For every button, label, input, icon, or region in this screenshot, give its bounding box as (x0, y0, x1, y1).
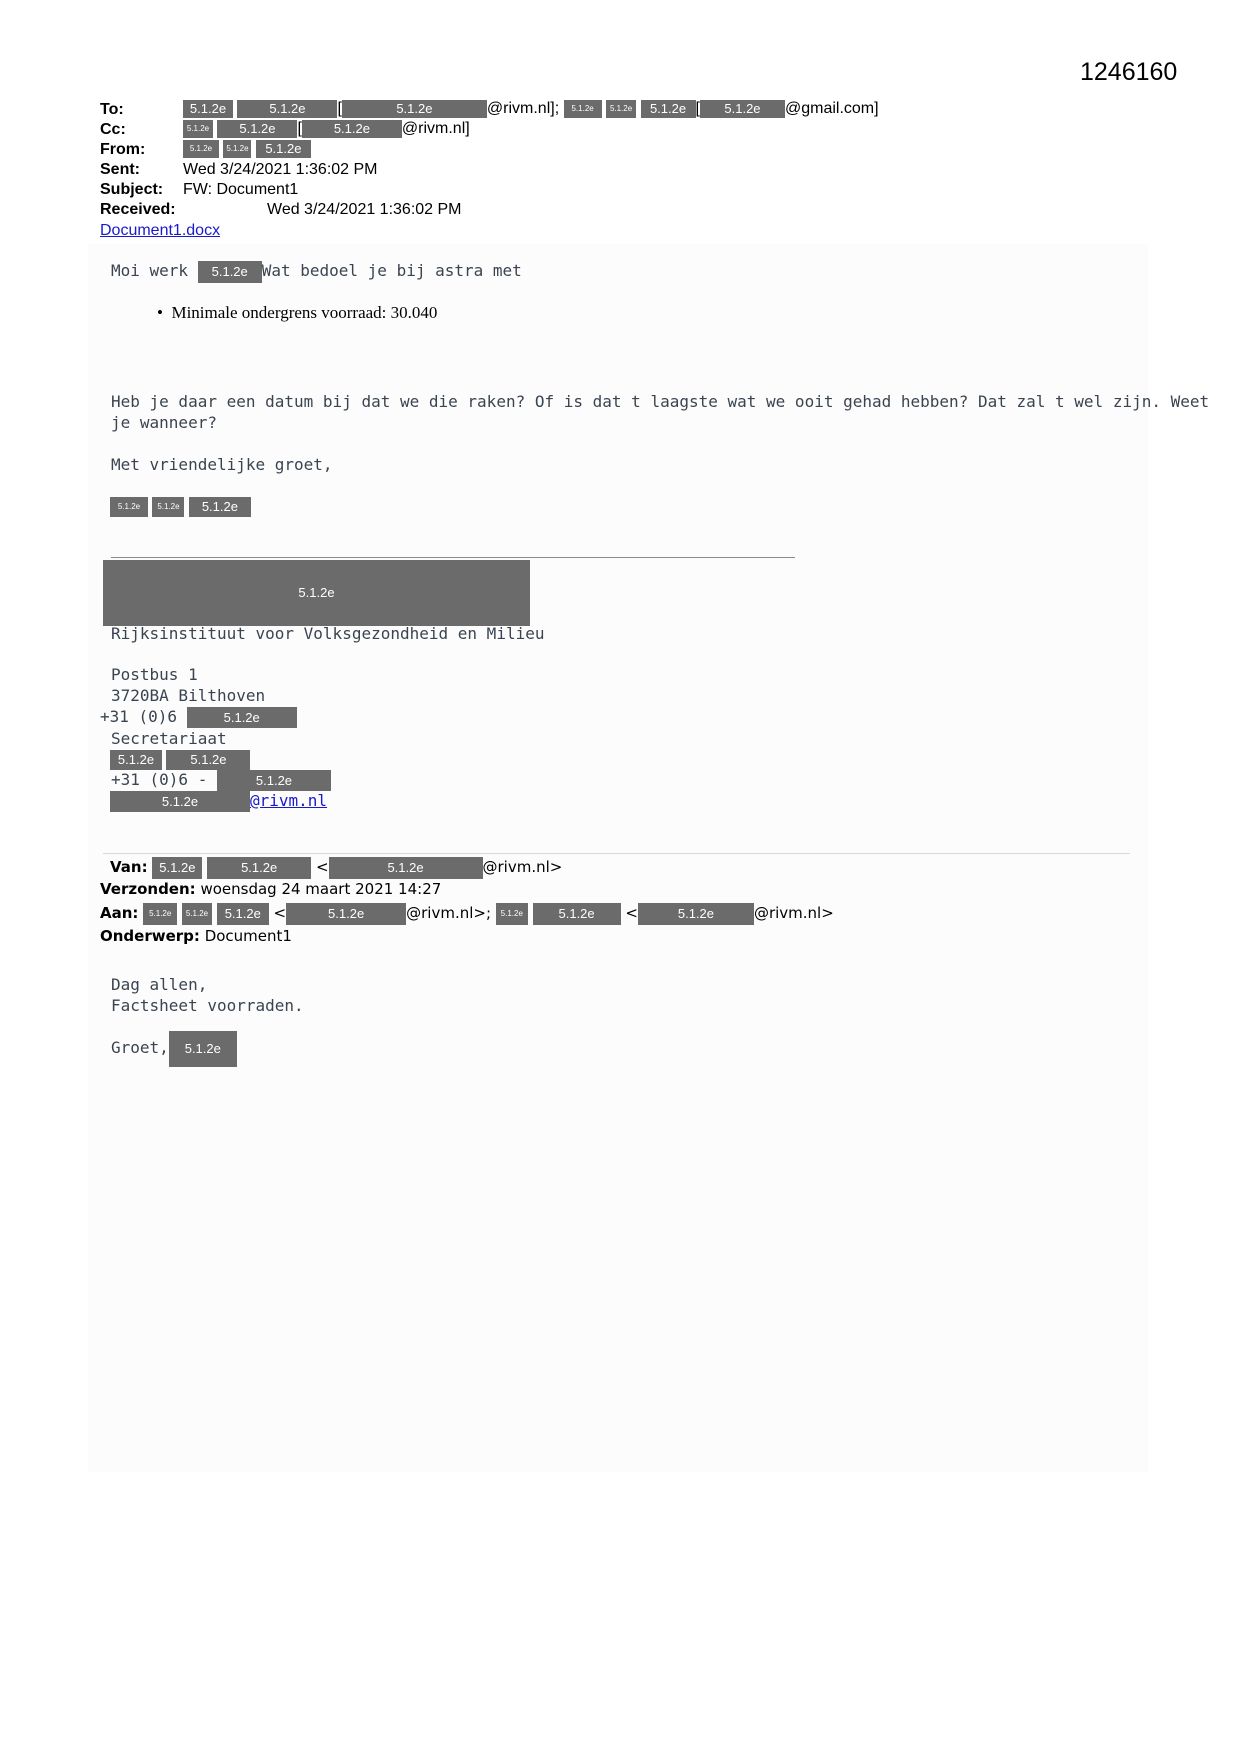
signature-city: 3720BA Bilthoven (111, 686, 266, 705)
aan-domain-2: @rivm.nl> (753, 904, 834, 922)
signature-email (110, 791, 327, 812)
redaction: 5.1.2e (110, 750, 162, 770)
to-recipients (183, 99, 879, 119)
redaction: 5.1.2e (329, 857, 483, 879)
redaction: 5.1.2e (110, 497, 148, 517)
redaction: 5.1.2e (183, 100, 233, 118)
redaction: 5.1.2e (198, 261, 262, 283)
to-label: To: (100, 101, 124, 118)
signature-phone-2 (111, 770, 331, 791)
from-sender (183, 139, 311, 159)
bullet-icon: • (157, 303, 172, 322)
redaction: 5.1.2e (166, 750, 250, 770)
signature-institute: Rijksinstituut voor Volksgezondheid en Milieu (111, 624, 545, 643)
redaction: 5.1.2e (217, 770, 331, 791)
signature-postbus: Postbus 1 (111, 665, 198, 684)
redaction: 5.1.2e (152, 857, 202, 879)
signature-phone-1 (100, 707, 297, 728)
signature-dept: Secretariaat (111, 729, 227, 748)
redaction: 5.1.2e (207, 857, 311, 879)
bracket: [ (695, 100, 700, 117)
redaction: 5.1.2e (606, 100, 636, 118)
redaction: 5.1.2e (564, 100, 602, 118)
greeting-text: Moi werk (111, 261, 189, 280)
cc-domain: @rivm.nl] (401, 120, 470, 137)
redaction: 5.1.2e (169, 1031, 237, 1067)
redaction: 5.1.2e (217, 903, 269, 925)
redaction: 5.1.2e (110, 791, 250, 812)
phone-prefix: +31 (0)6 (100, 707, 178, 726)
sender-name-redacted (110, 497, 251, 517)
signature-name-redacted (110, 750, 250, 770)
redaction: 5.1.2e (700, 100, 785, 118)
cc-label: Cc: (100, 121, 126, 138)
redaction-block: 5.1.2e (103, 560, 530, 626)
fwd-groet (111, 1030, 237, 1067)
bullet-item (157, 303, 437, 323)
groet-text: Groet, (111, 1038, 169, 1057)
bracket: [ (297, 120, 302, 137)
redaction: 5.1.2e (182, 903, 212, 925)
fwd-aan: Aan: 5.1.2e 5.1.2e 5.1.2e < 5.1.2e @rivm.nl>; 5.1.2e 5.1.2e < 5.1.2e @rivm.nl> (100, 902, 834, 925)
from-label: From: (100, 141, 146, 158)
onderwerp-label: Onderwerp: (100, 927, 200, 945)
question-text: Wat bedoel je bij astra met (261, 261, 522, 280)
sent-value: Wed 3/24/2021 1:36:02 PM (183, 161, 378, 178)
signature-divider (111, 557, 795, 558)
sent-label: Sent: (100, 161, 140, 178)
redaction: 5.1.2e (638, 903, 754, 925)
received-label: Received: (100, 201, 176, 218)
subject-value: FW: Document1 (183, 181, 299, 198)
fwd-greeting: Dag allen, (111, 975, 208, 994)
redaction: 5.1.2e (302, 120, 402, 138)
redaction: 5.1.2e (223, 140, 251, 158)
fwd-onderwerp (100, 927, 292, 945)
to-domain-rivm: @rivm.nl]; (486, 100, 560, 117)
redaction: 5.1.2e (183, 140, 219, 158)
document-number: 1246160 (1080, 58, 1178, 86)
phone-prefix: +31 (0)6 - (111, 770, 208, 789)
subject-label: Subject: (100, 181, 164, 198)
redaction: 5.1.2e (152, 497, 184, 517)
redaction: 5.1.2e (342, 100, 487, 118)
redaction: 5.1.2e (533, 903, 621, 925)
redaction: 5.1.2e (143, 903, 177, 925)
bracket: [ (337, 100, 342, 117)
fwd-verzonden (100, 880, 441, 898)
redaction: 5.1.2e (237, 100, 337, 118)
question-line-1: Heb je daar een datum bij dat we die raken? Of is dat t laagste wat we ooit gehad hebben? Dat zal t wel zijn. Weet (111, 392, 1210, 411)
forward-separator (103, 853, 1130, 854)
to-domain-gmail: @gmail.com] (784, 100, 879, 117)
bullet-text: Minimale ondergrens voorraad: 30.040 (171, 303, 438, 322)
redaction: 5.1.2e (183, 120, 213, 138)
received-value: Wed 3/24/2021 1:36:02 PM (267, 201, 462, 218)
redaction: 5.1.2e (641, 100, 696, 118)
redaction: 5.1.2e (496, 903, 528, 925)
redaction: 5.1.2e (286, 903, 406, 925)
fwd-text: Factsheet voorraden. (111, 996, 304, 1015)
onderwerp-value: Document1 (204, 927, 292, 945)
redaction: 5.1.2e (256, 140, 311, 158)
verzonden-label: Verzonden: (100, 880, 196, 898)
redaction: 5.1.2e (217, 120, 297, 138)
cc-recipients (183, 119, 470, 139)
attachment-link[interactable]: Document1.docx (100, 222, 221, 239)
body-line-1 (111, 260, 522, 283)
closing: Met vriendelijke groet, (111, 455, 333, 474)
fwd-van: Van: 5.1.2e 5.1.2e < 5.1.2e @rivm.nl> (110, 856, 562, 879)
aan-domain-1: @rivm.nl>; (406, 904, 492, 922)
redaction: 5.1.2e (189, 497, 251, 517)
question-line-2: je wanneer? (111, 413, 217, 432)
van-domain: @rivm.nl> (482, 858, 563, 876)
aan-label: Aan: (100, 904, 139, 922)
verzonden-value: woensdag 24 maart 2021 14:27 (200, 880, 442, 898)
email-link[interactable]: @rivm.nl (250, 791, 328, 810)
redaction: 5.1.2e (187, 707, 297, 728)
van-label: Van: (110, 858, 148, 876)
